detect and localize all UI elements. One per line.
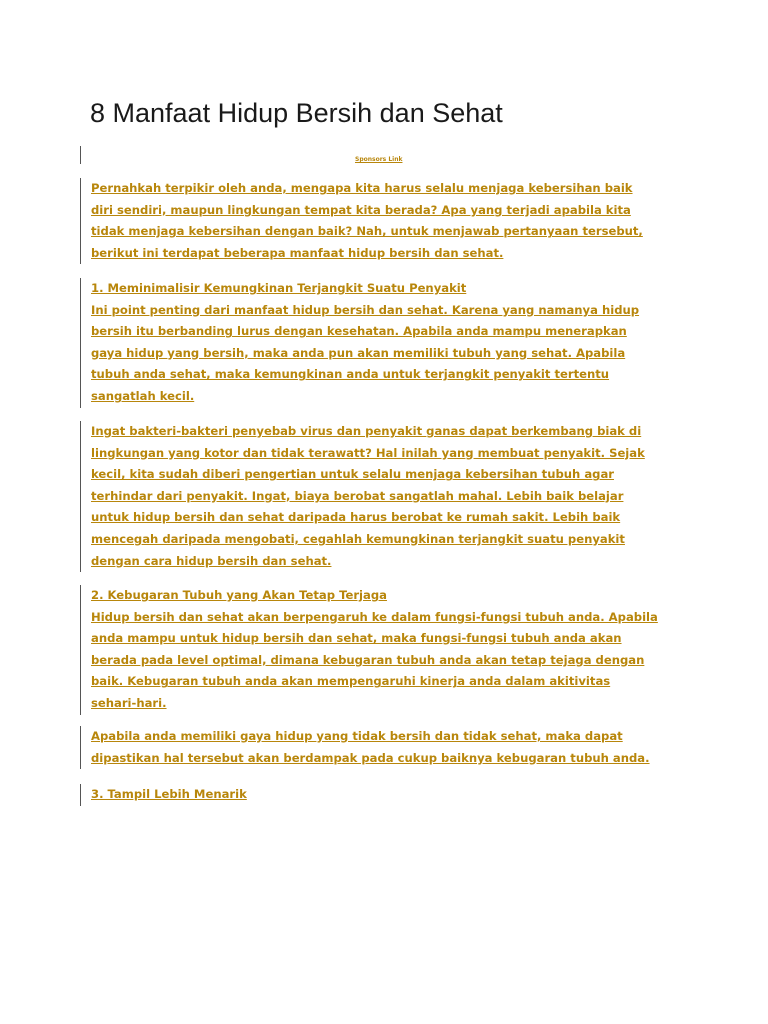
sponsor-divider xyxy=(80,146,81,164)
section-2-continued-paragraph[interactable]: Apabila anda memiliki gaya hidup yang tidak bersih dan tidak sehat, maka dapat dipastikan hal tersebut akan berdampak pada cukup baiknya kebugaran tubuh anda. xyxy=(91,729,650,765)
section-1-paragraph[interactable]: 1. Meminimalisir Kemungkinan Terjangkit Suatu Penyakit Ini point penting dari manfaat hidup bersih dan sehat. Karena yang namanya hidup bersih itu berbanding lurus dengan kesehatan. Apabila anda mampu menerapkan gaya hidup yang bersih, maka anda pun akan memiliki tubuh yang sehat. Apabila tubuh anda sehat, maka kemungkinan anda untuk terjangkit penyakit tertentu sangatlah kecil. xyxy=(91,281,640,403)
intro-paragraph[interactable]: Pernahkah terpikir oleh anda, mengapa kita harus selalu menjaga kebersihan baik diri sendiri, maupun lingkungan tempat kita berada? Apa yang terjadi apabila kita tidak menjaga kebersihan dengan baik? Nah, untuk menjawab pertanyaan tersebut, berikut ini terdapat beberapa manfaat hidup bersih dan sehat. xyxy=(91,181,643,260)
sponsor-link[interactable]: Sponsors Link xyxy=(355,156,403,163)
section-2-paragraph[interactable]: 2. Kebugaran Tubuh yang Akan Tetap Terjaga Hidup bersih dan sehat akan berpengaruh ke dalam fungsi-fungsi tubuh anda. Apabila anda mampu untuk hidup bersih dan sehat, maka fungsi-fungsi tubuh anda akan berada pada level optimal, dimana kebugaran tubuh anda akan tetap tejaga dengan baik. Kebugaran tubuh anda akan mempengaruhi kinerja anda dalam akitivitas sehari-hari. xyxy=(91,588,658,710)
intro-paragraph-block xyxy=(80,178,643,264)
section-1-continued-paragraph[interactable]: Ingat bakteri-bakteri penyebab virus dan penyakit ganas dapat berkembang biak di lingkungan yang kotor dan tidak terawatt? Hal inilah yang membuat penyakit. Sejak kecil, kita sudah diberi pengertian untuk selalu menjaga kebersihan tubuh agar terhindar dari penyakit. Ingat, biaya berobat sangatlah mahal. Lebih baik belajar untuk hidup bersih dan sehat daripada harus berobat ke rumah sakit. Lebih baik mencegah daripada mengobati, cegahlah kemungkinan terjangkit suatu penyakit dengan cara hidup bersih dan sehat. xyxy=(91,424,645,568)
section-2-continued-block xyxy=(80,726,650,769)
section-1-continued-block xyxy=(80,421,645,572)
section-3-block xyxy=(80,784,247,806)
section-1-block xyxy=(80,278,639,408)
section-2-block xyxy=(80,585,658,715)
page-title: 8 Manfaat Hidup Bersih dan Sehat xyxy=(90,98,503,128)
section-3-heading[interactable]: 3. Tampil Lebih Menarik xyxy=(91,787,247,801)
